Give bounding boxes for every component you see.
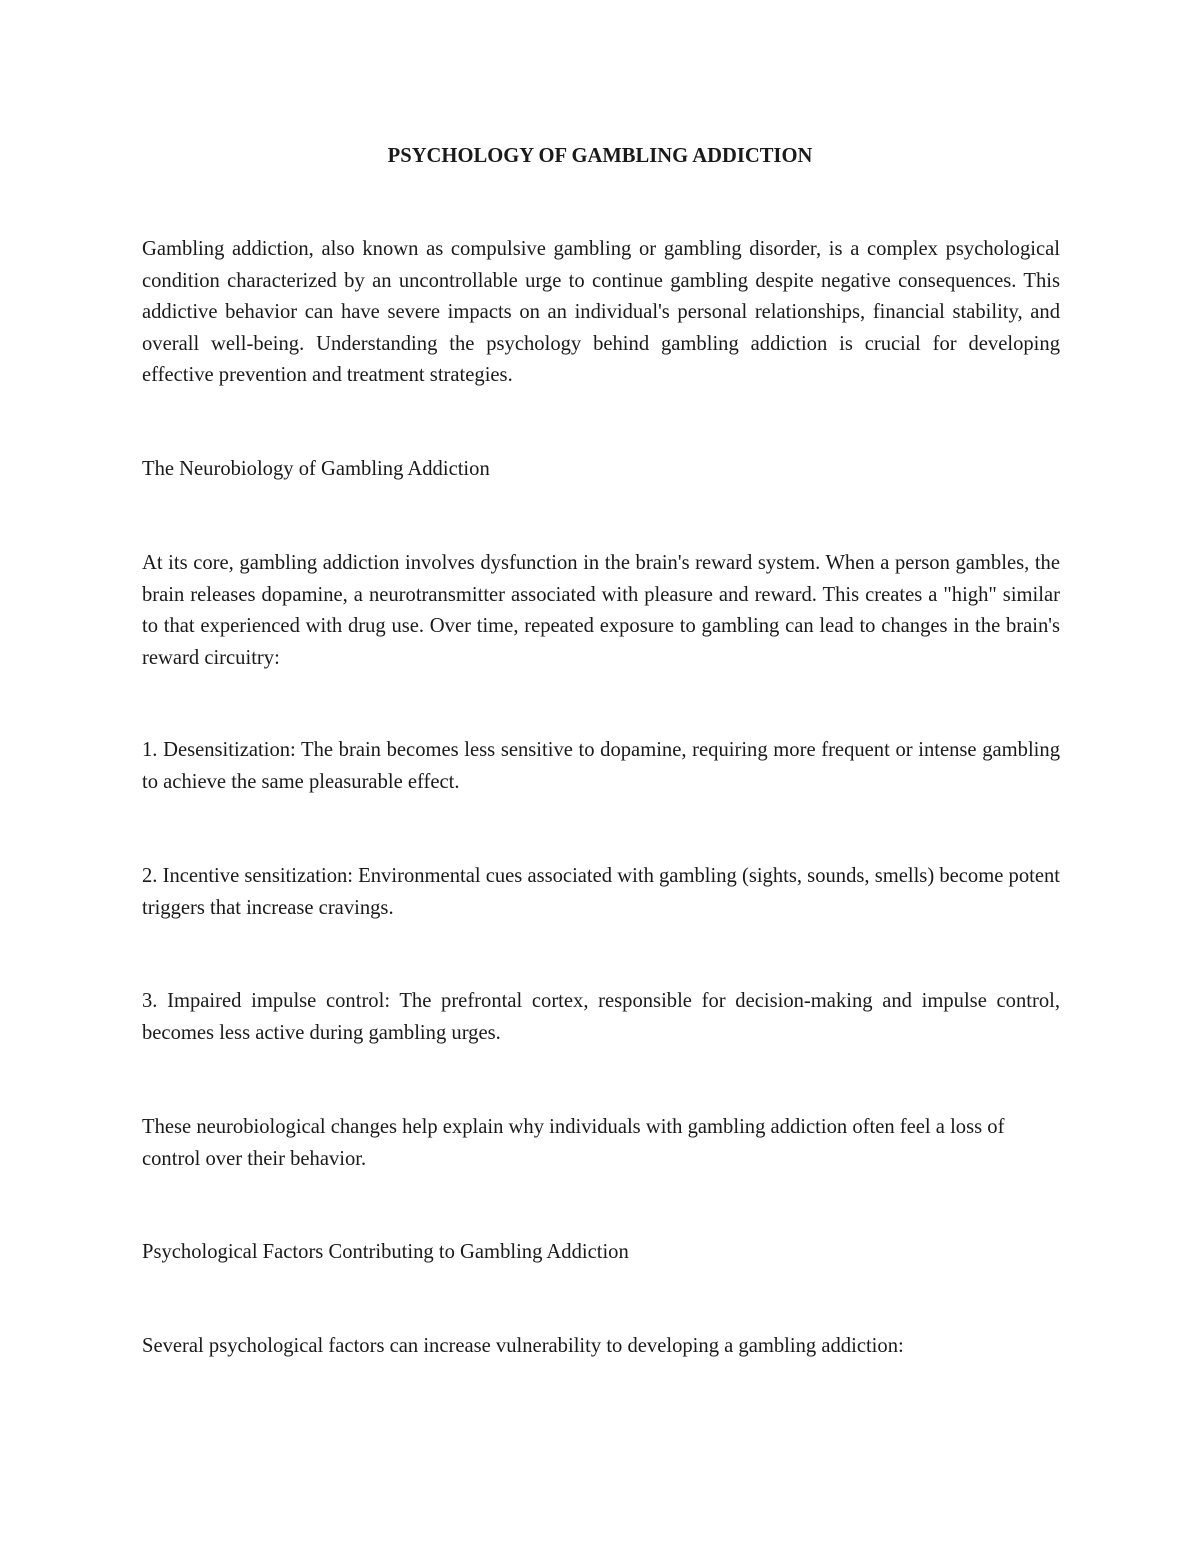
section-heading-psychological-factors: Psychological Factors Contributing to Gambling Addiction [142, 1241, 629, 1263]
neurobiology-paragraph: At its core, gambling addiction involves dysfunction in the brain's reward system. When a person gambles, the brain releases dopamine, a neurotransmitter associated with pleasure and reward. This creates a "high" similar to that experienced with drug use. Over time, repeated exposure to gambling can lead to changes in the brain's reward circuitry: [142, 552, 1060, 669]
list-item-incentive-sensitization: 2. Incentive sensitization: Environmental cues associated with gambling (sights, sounds, smells) become potent triggers that increase cravings. [142, 865, 1060, 919]
section-heading-neurobiology: The Neurobiology of Gambling Addiction [142, 458, 490, 480]
neurobiology-conclusion: These neurobiological changes help explain why individuals with gambling addiction often feel a loss of control over their behavior. [142, 1116, 1005, 1170]
intro-paragraph: Gambling addiction, also known as compulsive gambling or gambling disorder, is a complex psychological condition characterized by an uncontrollable urge to continue gambling despite negative consequences. This addictive behavior can have severe impacts on an individual's personal relationships, financial stability, and overall well-being. Understanding the psychology behind gambling addiction is crucial for developing effective prevention and treatment strategies. [142, 238, 1060, 387]
list-item-desensitization: 1. Desensitization: The brain becomes less sensitive to dopamine, requiring more frequent or intense gambling to achieve the same pleasurable effect. [142, 739, 1060, 793]
document-title: PSYCHOLOGY OF GAMBLING ADDICTION [387, 145, 813, 167]
list-item-impaired-impulse-control: 3. Impaired impulse control: The prefrontal cortex, responsible for decision-making and impulse control, becomes less active during gambling urges. [142, 990, 1060, 1044]
psychological-factors-paragraph: Several psychological factors can increase vulnerability to developing a gambling addiction: [142, 1335, 904, 1357]
